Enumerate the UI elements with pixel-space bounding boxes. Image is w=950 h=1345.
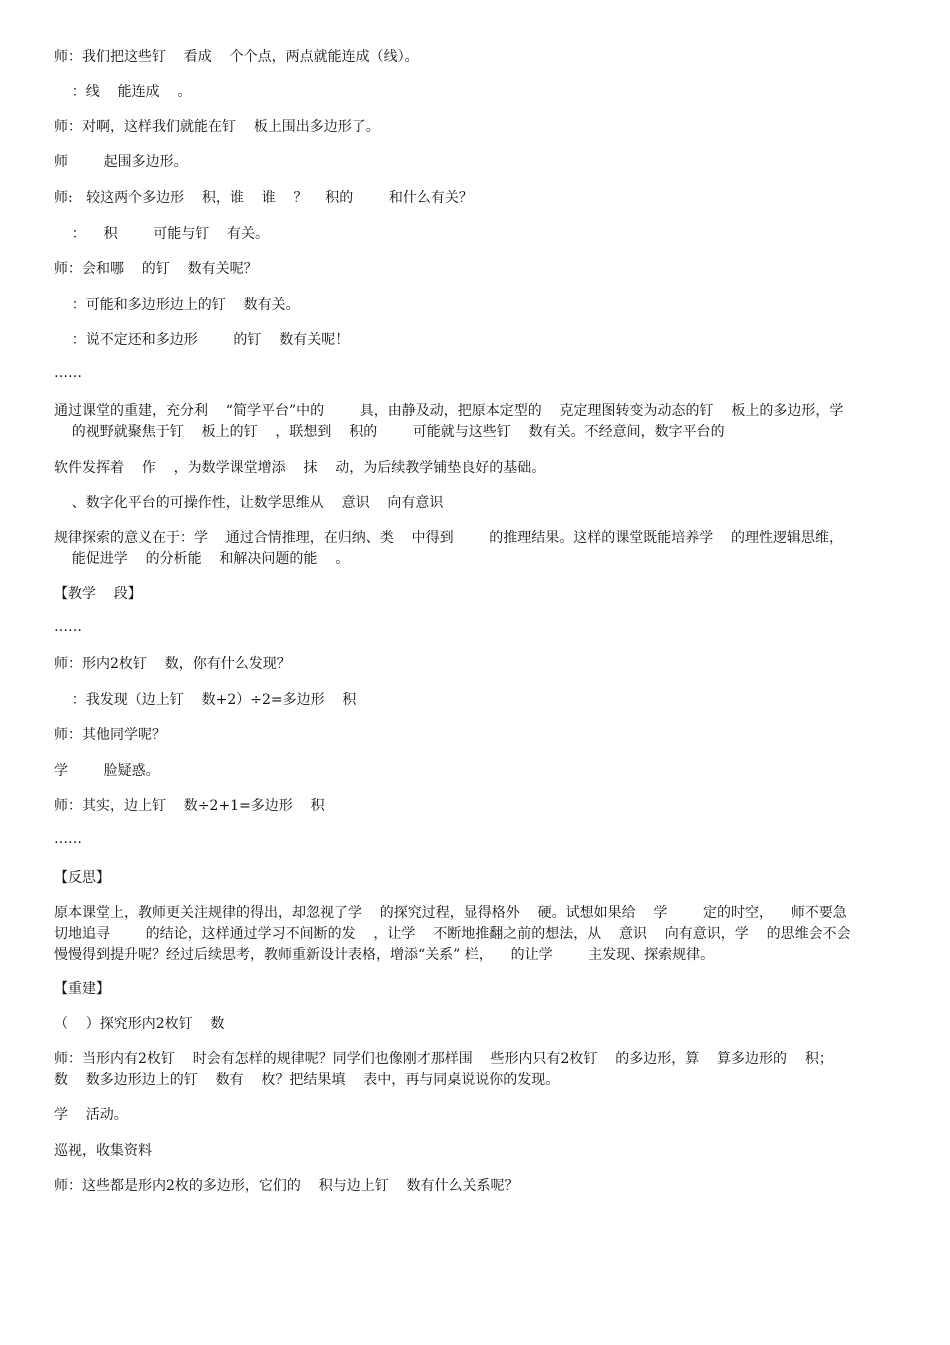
- dialog-line: ：说不定还和多边形 的钉 数有关呢！: [54, 332, 350, 348]
- paragraph-line: 切地追寻 的结论，这样通过学习不间断的发 ，让学 不断地推翻之前的想法，从 意识 向有意识，学 的思维会不会: [54, 926, 851, 942]
- dialog-line: 师：其他同学呢？: [54, 727, 166, 743]
- dialog-line: 学 脸疑惑。: [54, 763, 160, 779]
- dialog-line: 师 起围多边形。: [54, 154, 188, 170]
- paragraph-line: 能促进学 的分析能 和解决问题的能 。: [54, 551, 350, 567]
- dialog-line: ：线 能连成 。: [54, 84, 192, 100]
- dialog-line: 师：其实，边上钉 数÷2+1=多边形 积: [54, 798, 325, 814]
- ellipsis: ……: [54, 619, 82, 635]
- dialog-line: 师: 较这两个多边形 积，谁 谁 ？ 积的 和什么有关？: [54, 190, 473, 206]
- dialog-line: ： 积 可能与钉 有关。: [54, 226, 270, 242]
- dialog-line: 师：这些都是形内2枚的多边形，它们的 积与边上钉 数有什么关系呢？: [54, 1178, 519, 1194]
- section-heading: 【重建】: [54, 981, 110, 997]
- section-heading: 、数字化平台的可操作性，让数学思维从 意识 向有意识: [54, 495, 444, 511]
- dialog-line: 师：会和哪 的钉 数有关呢？: [54, 261, 258, 277]
- paragraph-line: 师：当形内有2枚钉 时会有怎样的规律呢？同学们也像刚才那样围 些形内只有2枚钉 的多边形，算 算多边形的 积；: [54, 1051, 833, 1067]
- section-heading: 【教学 段】: [54, 586, 142, 602]
- list-item: （ ）探究形内2枚钉 数: [54, 1016, 225, 1032]
- dialog-line: ：我发现（边上钉 数+2）÷2=多边形 积: [54, 692, 357, 708]
- paragraph-line: 软件发挥着 作 ，为数学课堂增添 抹 动，为后续教学铺垫良好的基础。: [54, 460, 546, 476]
- paragraph-line: 通过课堂的重建，充分利 “简学平台”中的 具，由静及动，把原本定型的 克定理图转变为动态的钉 板上的多边形，学: [54, 403, 844, 419]
- dialog-line: 巡视，收集资料: [54, 1143, 152, 1159]
- dialog-line: 师：形内2枚钉 数，你有什么发现？: [54, 656, 291, 672]
- dialog-line: 学 活动。: [54, 1107, 128, 1123]
- paragraph-line: 原本课堂上，教师更关注规律的得出，却忽视了学 的探究过程，显得格外 硬。试想如果给 学 定的时空， 师不要急: [54, 905, 847, 921]
- paragraph-line: 慢慢得到提升呢？经过后续思考，教师重新设计表格，增添“关系” 栏， 的让学 主发现、探索规律。: [54, 947, 715, 963]
- paragraph-line: 的视野就聚焦于钉 板上的钉 ，联想到 积的 可能就与这些钉 数有关。不经意间，数字平台的: [54, 424, 725, 440]
- ellipsis: ……: [54, 365, 82, 381]
- section-heading: 【反思】: [54, 870, 110, 886]
- ellipsis: ……: [54, 831, 82, 847]
- paragraph-line: 数 数多边形边上的钉 数有 枚？把结果填 表中，再与同桌说说你的发现。: [54, 1072, 560, 1088]
- paragraph-line: 规律探索的意义在于：学 通过合情推理，在归纳、类 中得到 的推理结果。这样的课堂既能培养学 的理性逻辑思维，: [54, 530, 844, 546]
- dialog-line: 师：对啊，这样我们就能在钉 板上围出多边形了。: [54, 119, 380, 135]
- cut-off-text-fragment: [190, 1278, 440, 1284]
- dialog-line: 师：我们把这些钉 看成 个个点，两点就能连成（线）。: [54, 49, 419, 65]
- dialog-line: ：可能和多边形边上的钉 数有关。: [54, 297, 300, 313]
